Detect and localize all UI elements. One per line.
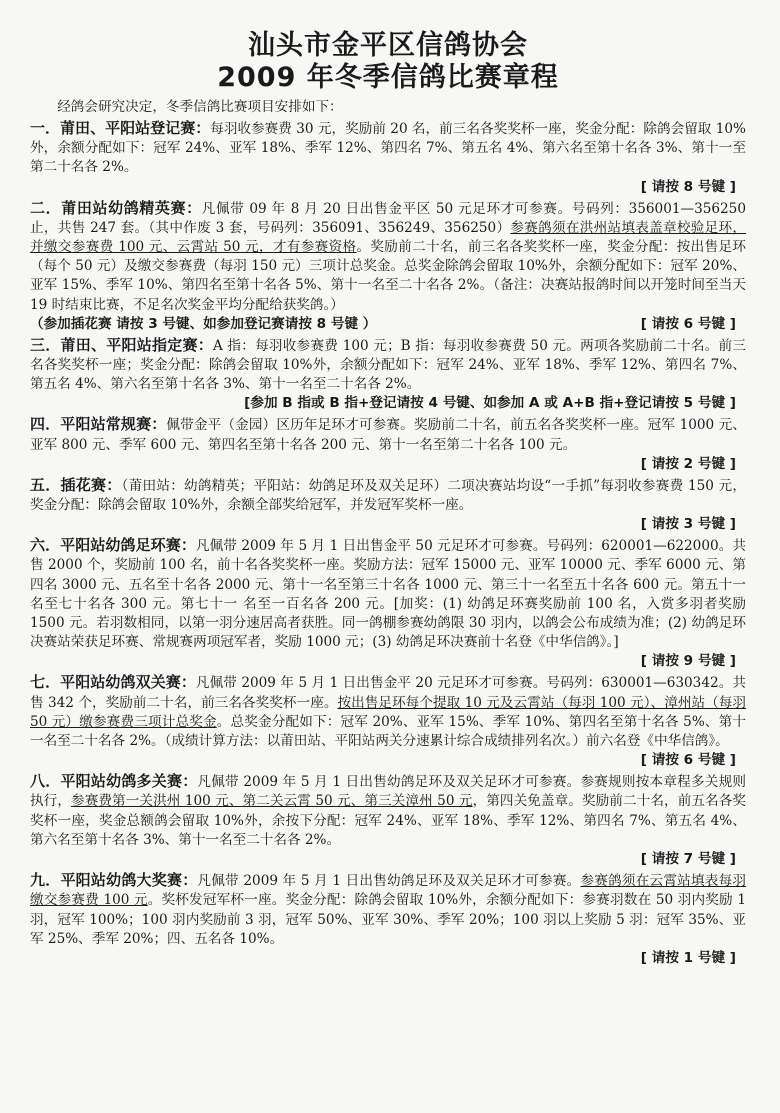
section-8-body-cont: ，第四关免盖章。奖励前二十名，前五名各奖奖杯一座，奖金总额鸽会留取 10%外，余按下分配：冠军 24%、亚军 18%、季军 12%、第四名 7%、第五名 4%、第六名至第十名各 3%、第十一名至二十名各 2%。	[30, 793, 747, 848]
section-8-underlined: 参赛费第一关洪州 100 元、第二关云霄 50 元、第三关漳州 50 元	[71, 793, 473, 810]
section-9-heading: 九．平阳站幼鸽大奖赛：	[30, 871, 198, 890]
section-8-key: [ 请按 7 号键 ]	[640, 851, 736, 868]
section-9	[30, 871, 746, 949]
section-7-underlined: 按出售足环每个提取 10 元及云霄站（每羽 100 元）、漳州站（每羽 50 元）缴参赛费三项计总奖金	[30, 694, 746, 730]
section-3-key: [参加 B 指或 B 指+登记请按 4 号键、如参加 A 或 A+B 指+登记请按 5 号键 ]	[244, 395, 736, 412]
section-7	[30, 673, 746, 751]
section-7-key: [ 请按 6 号键 ]	[640, 752, 736, 769]
section-7-body-cont: 。总奖金分配如下：冠军 20%、亚军 15%、季军 10%、第四名至第十名各 5%、第十一名至二十名各 2%。（成绩计算方法：以莆田站、平阳站两关分速累计综合成绩排列名次。）前六名登《中华信鸽》。	[30, 713, 746, 750]
section-6-key: [ 请按 9 号键 ]	[640, 653, 736, 670]
section-2-heading: 二．莆田站幼鸽精英赛：	[30, 198, 202, 217]
section-4-key: [ 请按 2 号键 ]	[640, 455, 736, 472]
section-8-heading: 八．平阳站幼鸽多关赛：	[30, 772, 198, 791]
section-9-underlined: 参赛鸽须在云霄站填表每羽缴交参赛费 100 元	[30, 873, 746, 909]
section-3	[30, 336, 746, 395]
section-4-body: 佩带金平（金园）区历年足环才可参赛。奖励前二十名，前五名各奖奖杯一座。冠军 1000 元、亚军 800 元、季军 600 元、第四名至第十名各 200 元、第十一名至第二十名各 100 元。	[30, 417, 746, 453]
section-1-key: [ 请按 8 号键 ]	[640, 178, 736, 195]
section-6	[30, 536, 746, 652]
section-2-note: （参加插花赛 请按 3 号键、如参加登记赛请按 8 号键 ）	[30, 315, 377, 332]
section-8	[30, 772, 746, 850]
section-2-body-cont: 。奖励前二十名，前三名各奖奖杯一座，奖金分配：按出售足环（每个 50 元）及缴交参赛费（每羽 150 元）三项计总奖金。总奖金除鸽会留取 10%外，余额分配如下：冠军 20%、亚军 15%、季军 10%、第四名至第十名各 5%、第十一名至二十名各 2%。（备注：决赛站报鸽时间以开笼时间至当天 19 时结束比赛，不足名次奖金平均分配给获奖鸽。）	[30, 239, 747, 313]
section-7-heading: 七．平阳站幼鸽双关赛：	[30, 673, 196, 692]
section-2-footer	[30, 315, 746, 334]
section-2-underlined: 参赛鸽须在洪州站填表盖章校验足环，并缴交参赛费 100 元、云霄站 50 元，才有参赛资格	[30, 219, 747, 256]
section-4	[30, 415, 746, 454]
section-9-key: [ 请按 1 号键 ]	[640, 949, 736, 966]
section-3-body: A 指：每羽收参赛费 100 元；B 指：每羽收参赛费 50 元。两项各奖励前二十名。前三名各奖奖杯一座；奖金分配：除鸽会留取 10%外，余额分配如下：冠军 24%、亚军 18%、季军 12%、第四名 7%、第五名 4%、第六名至第十名各 3%、第十一名至二十名各 2%。	[30, 337, 746, 393]
intro-text: 经鸽会研究决定，冬季信鸽比赛项目安排如下：	[57, 99, 343, 115]
section-2-body: 凡佩带 09 年 8 月 20 日出售金平区 50 元足环才可参赛。号码列：356001—356250 止，共售 247 套。（其中作废 3 套，号码列：356091、356249、356250）	[30, 200, 746, 236]
section-5-key: [ 请按 3 号键 ]	[640, 516, 736, 533]
section-9-body-cont: 。奖杯发冠军杯一座。奖金分配：除鸽会留取 10%外，余额分配如下：参赛羽数在 50 羽内奖励 1 羽，冠军 100%；100 羽内奖励前 3 羽，冠军 50%、亚军 30%、季军 20%；100 羽以上奖励 5 羽：冠军 35%、亚军 25%、季军 20%；四、五名各 10%。	[30, 892, 746, 947]
section-2-key: [ 请按 6 号键 ]	[640, 315, 736, 332]
section-6-body: 凡佩带 2009 年 5 月 1 日出售金平 50 元足环才可参赛。号码列：620001—622000。共售 2000 个，奖励前 100 名，前十名各奖奖杯一座。奖励方法：冠军 15000 元、亚军 10000 元、季军 6000 元、第四名 3000 元、五名至十名各 2000 元、第十一名至第三十名各 1000 元、第三十一名至五十名各 600 元。第五十一 名至七十名各 300 元。第七十一 名至一百名各 200 元。[加奖：(1) 幼鸽足环赛奖励前 100 名，入赏多羽者奖励 1500 元。若羽数相同，以第一羽分速居高者获胜。同一鸽棚参赛幼鸽限 30 羽内，以鸽会公布成绩为准；(2) 幼鸽足环决赛站荣获足环赛、常规赛两项冠军者，奖励 1000 元；(3) 幼鸽足环决赛前十名登《中华信鸽》。]	[30, 538, 746, 651]
section-6-heading: 六．平阳站幼鸽足环赛：	[30, 536, 196, 555]
section-5-body: （莆田站：幼鸽精英；平阳站：幼鸽足环及双关足环）二项决赛站均设“一手抓”每羽收参赛费 150 元，奖金分配：除鸽会留取 10%外，余额全部奖给冠军，并发冠军奖杯一座。	[30, 477, 746, 514]
section-1-heading: 一．莆田、平阳站登记赛：	[30, 119, 211, 137]
page-title: 汕头市金平区信鸽协会	[248, 30, 528, 61]
section-1	[30, 119, 746, 178]
section-2	[30, 199, 746, 315]
section-9-body: 凡佩带 2009 年 5 月 1 日出售幼鸽足环及双关足环才可参赛。	[197, 873, 581, 890]
section-8-body: 凡佩带 2009 年 5 月 1 日出售幼鸽足环及双关足环才可参赛。参赛规则按本章程多关规则执行，	[30, 774, 746, 810]
section-1-body: 每羽收参赛费 30 元，奖励前 20 名，前三名各奖奖杯一座，奖金分配：除鸽会留取 10%外，余额分配如下：冠军 24%、亚军 18%、季军 12%、第四名 7%、第五名 4%、第六名至第十名各 3%、第十一至第二十名各 2%。	[30, 121, 746, 176]
section-5-heading: 五．插花赛：	[30, 475, 122, 494]
section-5	[30, 476, 746, 515]
page-subtitle: 2009 年冬季信鸽比赛章程	[217, 62, 559, 93]
section-3-heading: 三．莆田、平阳站指定赛：	[30, 335, 214, 354]
section-7-body: 凡佩带 2009 年 5 月 1 日出售金平 20 元足环才可参赛。号码列：630001—630342。共售 342 个，奖励前二十名，前三名各奖奖杯一座。	[30, 675, 746, 711]
section-4-heading: 四．平阳站常规赛：	[30, 415, 167, 434]
